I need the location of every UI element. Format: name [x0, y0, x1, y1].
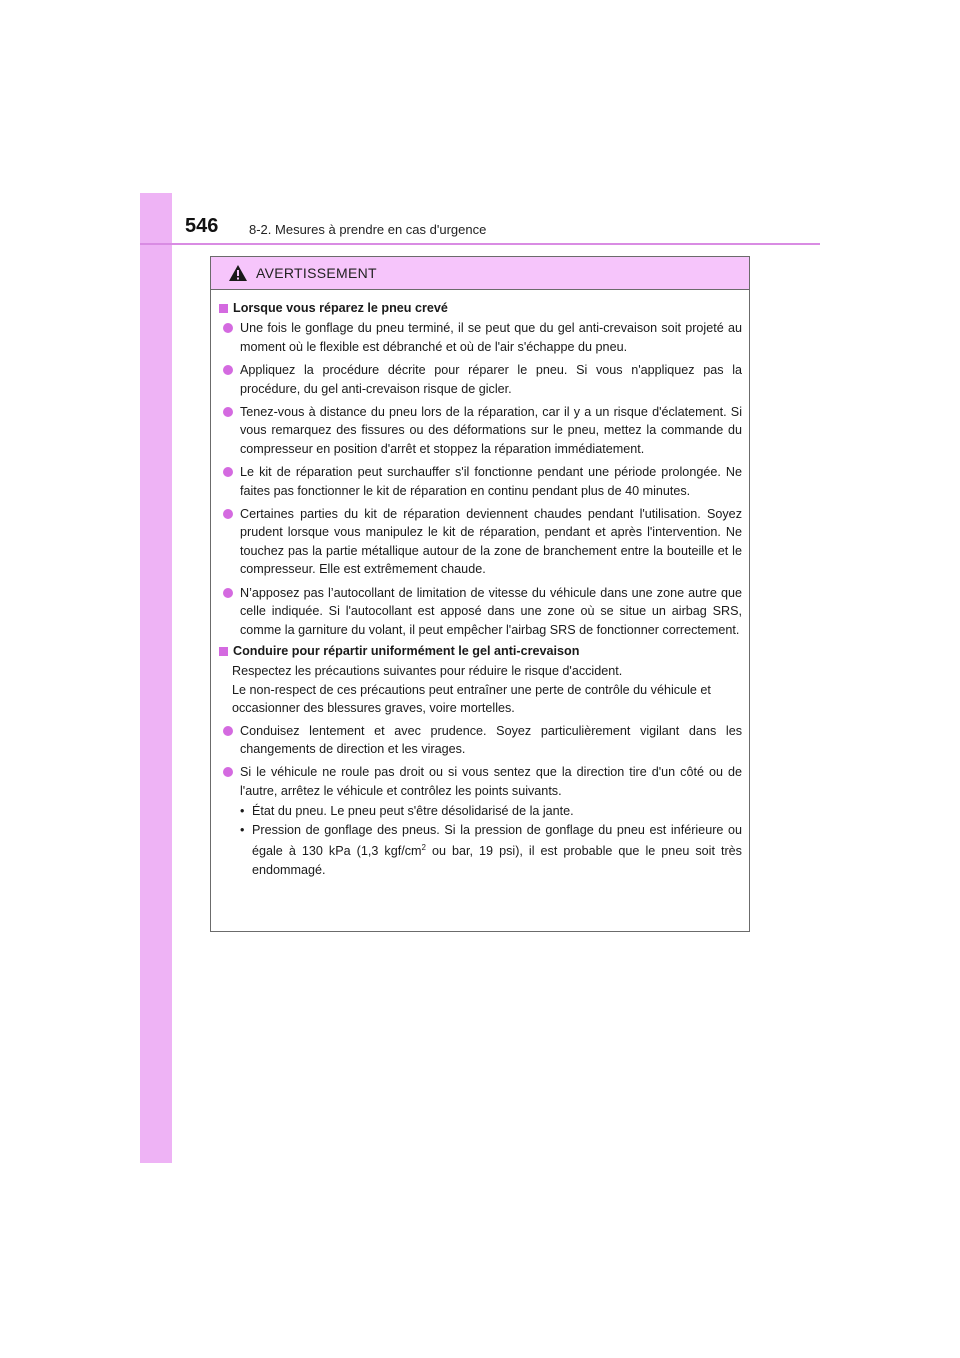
section-heading-text: Lorsque vous réparez le pneu crevé	[233, 301, 448, 315]
sub-bullet-mark: •	[240, 804, 245, 819]
intro-text: Respectez les précautions suivantes pour réduire le risque d'accident.	[232, 664, 623, 679]
list-item: N’apposez pas l’autocollant de limitation de vitesse du véhicule dans une zone autre que celle indiquée. Si l'autocollant est apposé dans une zone où se situe un airbag SRS, comme la garniture du volant, il peut empêcher l'airbag SRS de fonctionner correctement.	[219, 584, 742, 639]
round-bullet-icon	[223, 509, 233, 519]
chapter-tab-bar	[140, 193, 172, 1163]
warning-box	[210, 256, 750, 932]
sub-item: • Pression de gonflage des pneus. Si la pression de gonflage du pneu est inférieure ou égale à 130 kPa (1,3 kgf/$cm^2$ ou bar, 19 psi), il est probable que le pneu soit très endommagé.	[240, 822, 742, 877]
list-item: Conduisez lentement et avec prudence. Soyez particulièrement vigilant dans les changements de direction et les virages.	[219, 722, 742, 759]
round-bullet-icon	[223, 726, 233, 736]
section-heading	[219, 642, 742, 660]
warning-body	[211, 290, 749, 879]
sub-item: • État du pneu. Le pneu peut s'être désolidarisé de la jante.	[219, 802, 742, 820]
section-title: 8-2. Mesures à prendre en cas d'urgence	[249, 222, 487, 237]
round-bullet-icon	[223, 407, 233, 417]
round-bullet-icon	[223, 365, 233, 375]
list-item: Appliquez la procédure décrite pour réparer le pneu. Si vous n'appliquez pas la procédure, du gel anti-crevaison risque de gicler.	[219, 361, 742, 398]
header-rule	[140, 243, 820, 245]
square-bullet-icon	[219, 304, 228, 313]
warning-triangle-icon	[228, 264, 248, 282]
round-bullet-icon	[223, 467, 233, 477]
round-bullet-icon	[223, 323, 233, 333]
warning-header	[211, 257, 749, 290]
round-bullet-icon	[223, 588, 233, 598]
page-number: 546	[185, 215, 219, 237]
list-item: Certaines parties du kit de réparation deviennent chaudes pendant l'utilisation. Soyez prudent lorsque vous manipulez le kit de réparation, pendant et après l'intervention. Ne touchez pas la partie métallique autour de la zone de branchement entre la bouteille et le compresseur. Elle est extrêmement chaude.	[219, 505, 742, 579]
sub-list	[219, 802, 742, 879]
list-item: Si le véhicule ne roule pas droit ou si vous sentez que la direction tire d'un côté ou de l'autre, arrêtez le véhicule et contrôlez les points suivants.	[219, 763, 742, 800]
warning-title: AVERTISSEMENT	[256, 265, 377, 281]
list-item: Une fois le gonflage du pneu terminé, il se peut que du gel anti-crevaison soit projeté au moment où le flexible est débranché et où de l'air s'échappe du pneu.	[219, 319, 742, 356]
list-item: Le kit de réparation peut surchauffer s'il fonctionne pendant une période prolongée. Ne faites pas fonctionner le kit de réparation en continu pendant plus de 40 minutes.	[219, 463, 742, 500]
section-heading-text: Conduire pour répartir uniformément le gel anti-crevaison	[233, 643, 580, 658]
square-bullet-icon	[219, 647, 228, 656]
round-bullet-icon	[223, 767, 233, 777]
intro-text: Le non-respect de ces précautions peut entraîner une perte de contrôle du véhicule et occasionner des blessures graves, voire mortelles.	[232, 682, 711, 716]
superscript: 2	[421, 842, 426, 852]
sub-bullet-mark: •	[240, 822, 245, 837]
list-item: Tenez-vous à distance du pneu lors de la réparation, car il y a un risque d'éclatement. Si vous remarquez des fissures ou des déformations sur le pneu, mettez la commande du compresseur en position d'arrêt et stoppez la réparation immédiatement.	[219, 403, 742, 458]
section-heading	[219, 299, 742, 317]
